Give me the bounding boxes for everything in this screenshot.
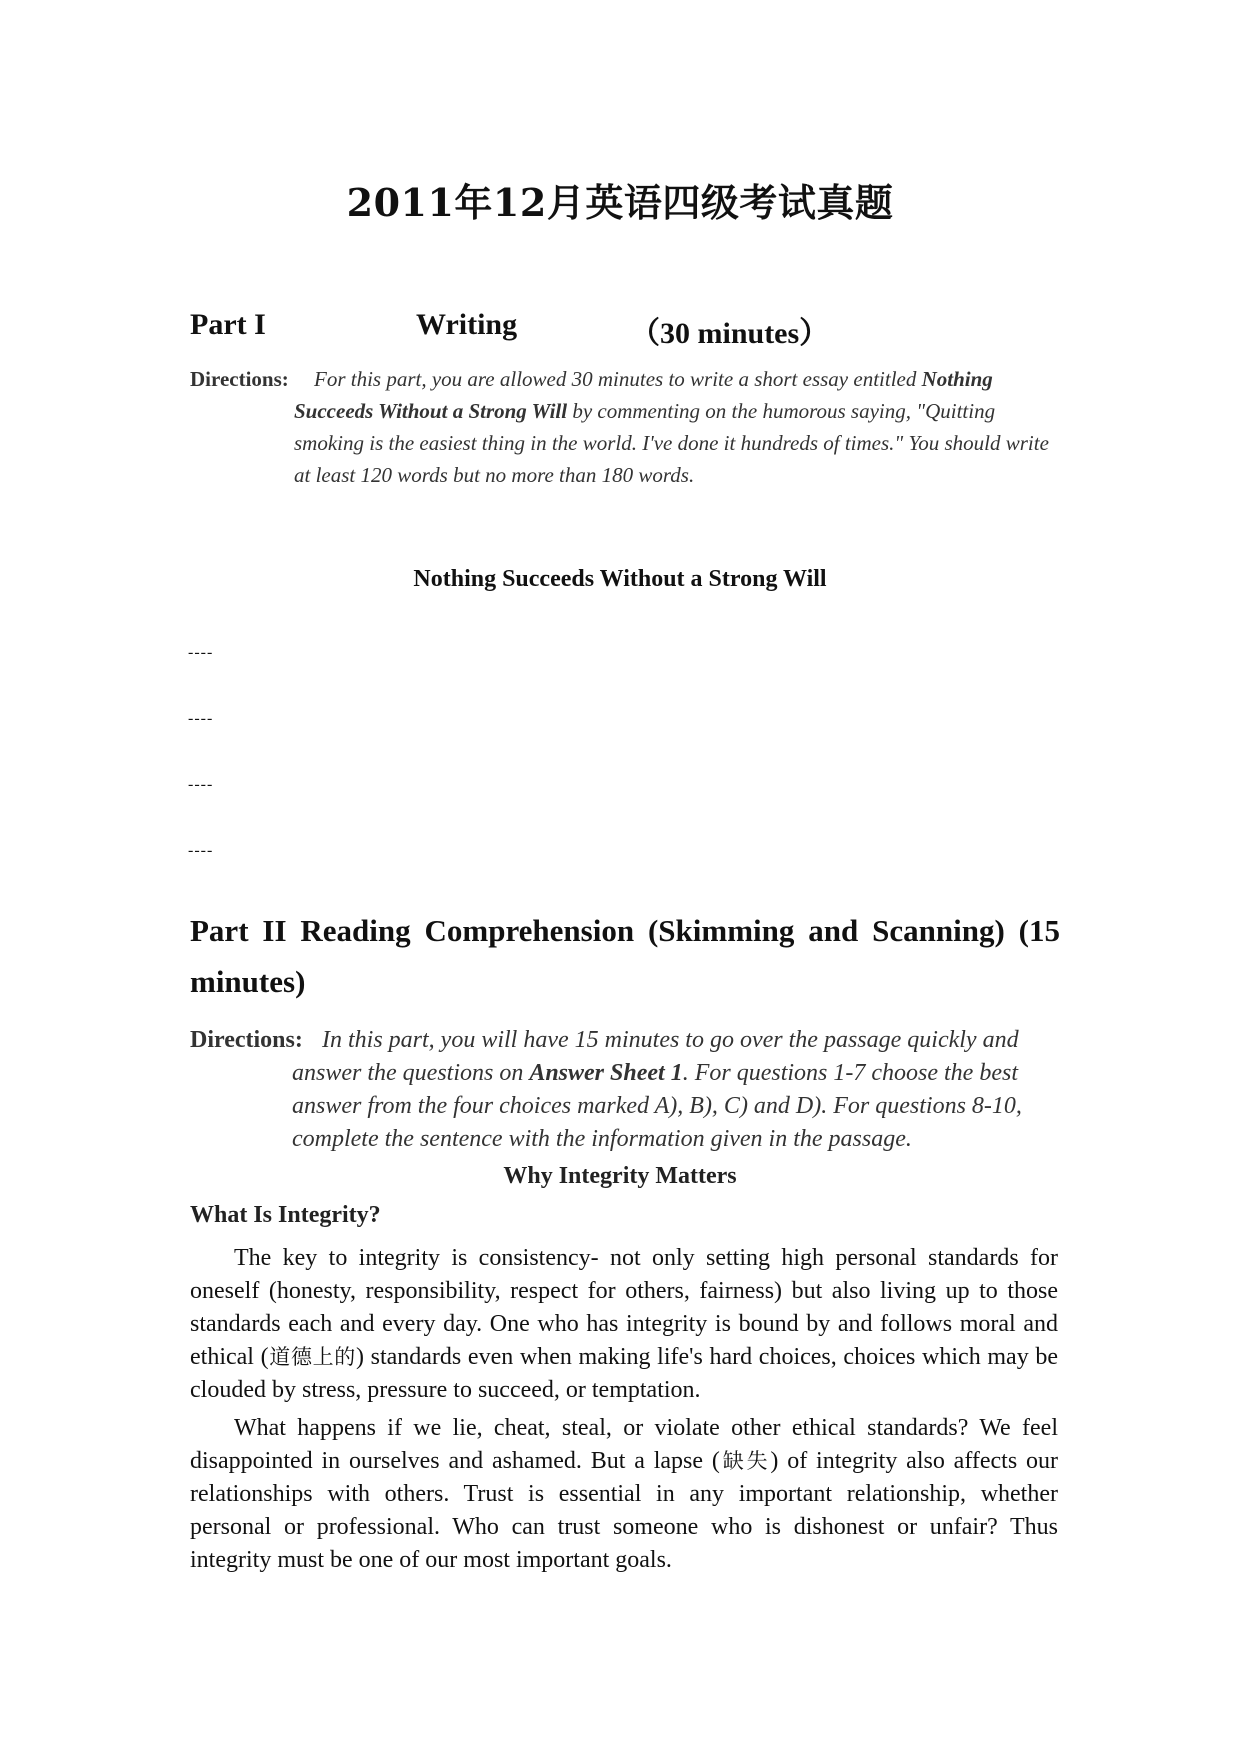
part1-name: Writing bbox=[416, 308, 518, 341]
part2-heading-cont: minutes) bbox=[190, 964, 306, 999]
part1-directions bbox=[190, 363, 1060, 491]
directions-text: In this part, you will have 15 minutes to go over the passage quickly and answer the questions on Answer Sheet 1. For questions 1-7 choose the best answer from the four choices marked A), B), C) and D). For questions 8-10, complete the sentence with the information given in the passage. bbox=[292, 1027, 1022, 1152]
blank-line: ---- bbox=[188, 710, 214, 727]
directions-label: Directions: bbox=[190, 1027, 303, 1053]
paragraph: What happens if we lie, cheat, steal, or violate other ethical standards? We feel disappointed in ourselves and ashamed. But a lapse (缺失) of integrity also affects our relationships with others. Trust is essential in any important relationship, whether personal or professional. Who can trust someone who is dishonest or unfair? Thus integrity must be one of our most important goals. bbox=[190, 1415, 1059, 1573]
page-title: 2011年12月英语四级考试真题 bbox=[346, 180, 894, 225]
essay-title: Nothing Succeeds Without a Strong Will bbox=[413, 566, 827, 592]
blank-line: ---- bbox=[188, 644, 214, 661]
part1-time: （30 minutes） bbox=[630, 317, 830, 350]
section-heading: What Is Integrity? bbox=[190, 1202, 381, 1228]
blank-line: ---- bbox=[188, 776, 214, 793]
directions-label: Directions: bbox=[190, 367, 289, 391]
passage-title: Why Integrity Matters bbox=[503, 1163, 737, 1189]
part1-label: Part I bbox=[190, 308, 266, 341]
answer-sheet-ref: Answer Sheet 1 bbox=[529, 1060, 683, 1086]
essay-title-ref: Nothing Succeeds Without a Strong Will bbox=[294, 367, 993, 423]
paragraph: The key to integrity is consistency- not only setting high personal standards for oneself (honesty, responsibility, respect for others, fairness) but also living up to those standards each and every day. One who has integrity is bound by and follows moral and ethical (道德上的) standards even when making life's hard choices, choices which may be clouded by stress, pressure to succeed, or temptation. bbox=[190, 1245, 1059, 1403]
blank-line: ---- bbox=[188, 842, 214, 859]
part2-directions bbox=[190, 1024, 1070, 1156]
part2-heading: Part II Reading Comprehension (Skimming and Scanning) (15 bbox=[190, 913, 1060, 948]
directions-text: For this part, you are allowed 30 minutes to write a short essay entitled Nothing Succeeds Without a Strong Will by commenting on the humorous saying, "Quitting smoking is the easiest thing in the world. I've done it hundreds of times." You should write at least 120 words but no more than 180 words. bbox=[294, 367, 1049, 487]
